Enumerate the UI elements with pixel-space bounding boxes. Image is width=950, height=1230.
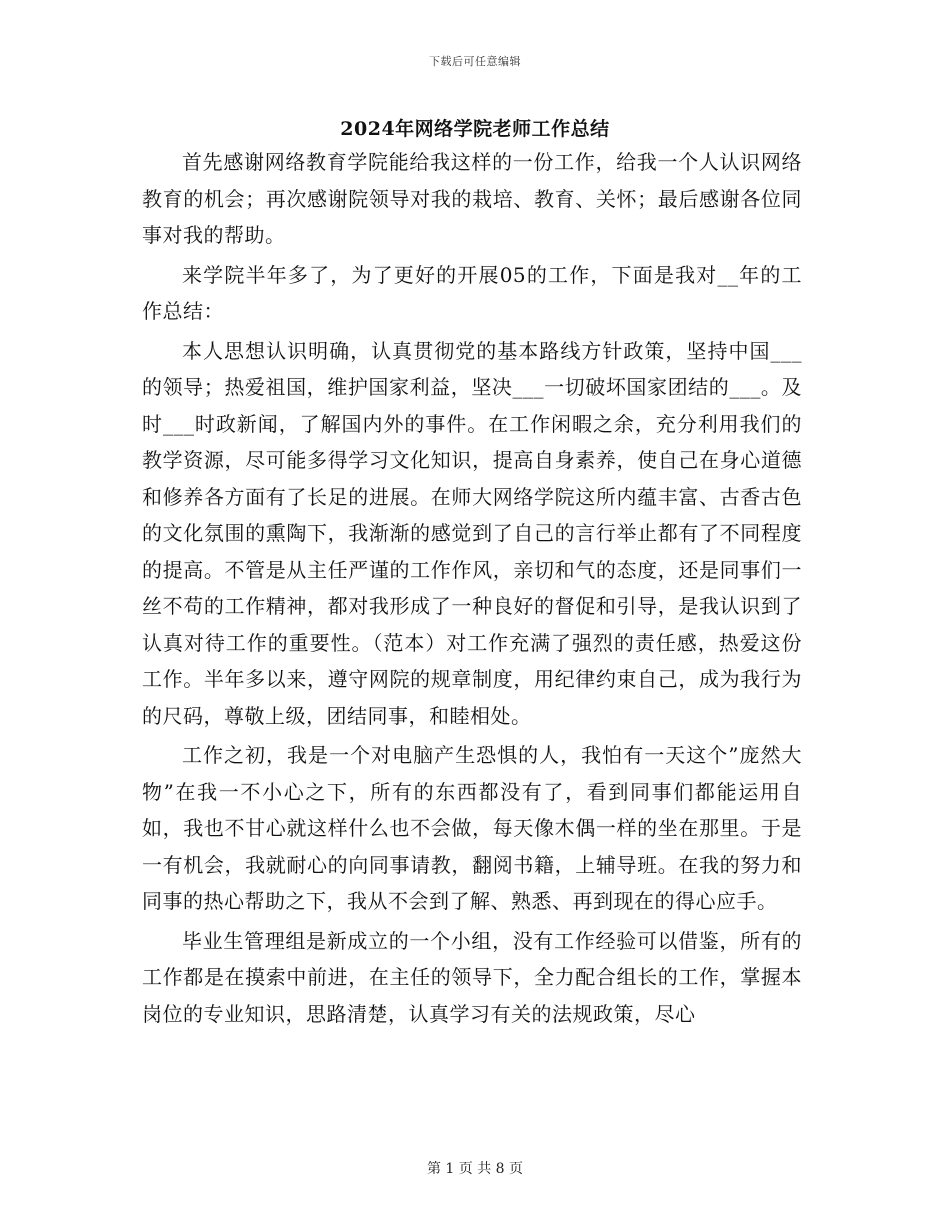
document-title: 2024年网络学院老师工作总结 (340, 118, 610, 140)
paragraph: 来学院半年多了，为了更好的开展05的工作，下面是我对__年的工作总结： (142, 262, 802, 323)
paragraph: 工作之初，我是一个对电脑产生恐惧的人，我怕有一天这个”庞然大物”在我一不小心之下，所有的东西都没有了，看到同事们都能运用自如，我也不甘心就这样什么也不会做，每天像木偶一样的坐在那里。于是一有机会，我就耐心的向同事请教，翻阅书籍，上辅导班。在我的努力和同事的热心帮助之下，我从不会到了解、熟悉、再到现在的得心应手。 (142, 743, 802, 913)
paragraph: 本人思想认识明确，认真贯彻党的基本路线方针政策，坚持中国___的领导；热爱祖国，维护国家利益，坚决___一切破坏国家团结的___。及时___时政新闻，了解国内外的事件。在工作闲暇之余，充分利用我们的教学资源，尽可能多得学习文化知识，提高自身素养，使自己在身心道德和修养各方面有了长足的进展。在师大网络学院这所内蕴丰富、古香古色的文化氛围的熏陶下，我渐渐的感觉到了自己的言行举止都有了不同程度的提高。不管是从主任严谨的工作作风，亲切和气的态度，还是同事们一丝不苟的工作精神，都对我形成了一种良好的督促和引导，是我认识到了认真对待工作的重要性。（范本）对工作充满了强烈的责任感，热爱这份工作。半年多以来，遵守网院的规章制度，用纪律约束自己，成为我行为的尺码，尊敬上级，团结同事，和睦相处。 (142, 338, 802, 728)
document-body (142, 144, 802, 1035)
header-note: 下载后可任意编辑 (429, 55, 521, 68)
paragraph: 首先感谢网络教育学院能给我这样的一份工作，给我一个人认识网络教育的机会；再次感谢院领导对我的栽培、教育、关怀；最后感谢各位同事对我的帮助。 (142, 150, 802, 247)
paragraph: 毕业生管理组是新成立的一个小组，没有工作经验可以借鉴，所有的工作都是在摸索中前进，在主任的领导下，全力配合组长的工作，掌握本岗位的专业知识，思路清楚，认真学习有关的法规政策，尽心 (142, 928, 802, 1026)
page-number-footer: 第 1 页 共 8 页 (426, 1161, 524, 1177)
